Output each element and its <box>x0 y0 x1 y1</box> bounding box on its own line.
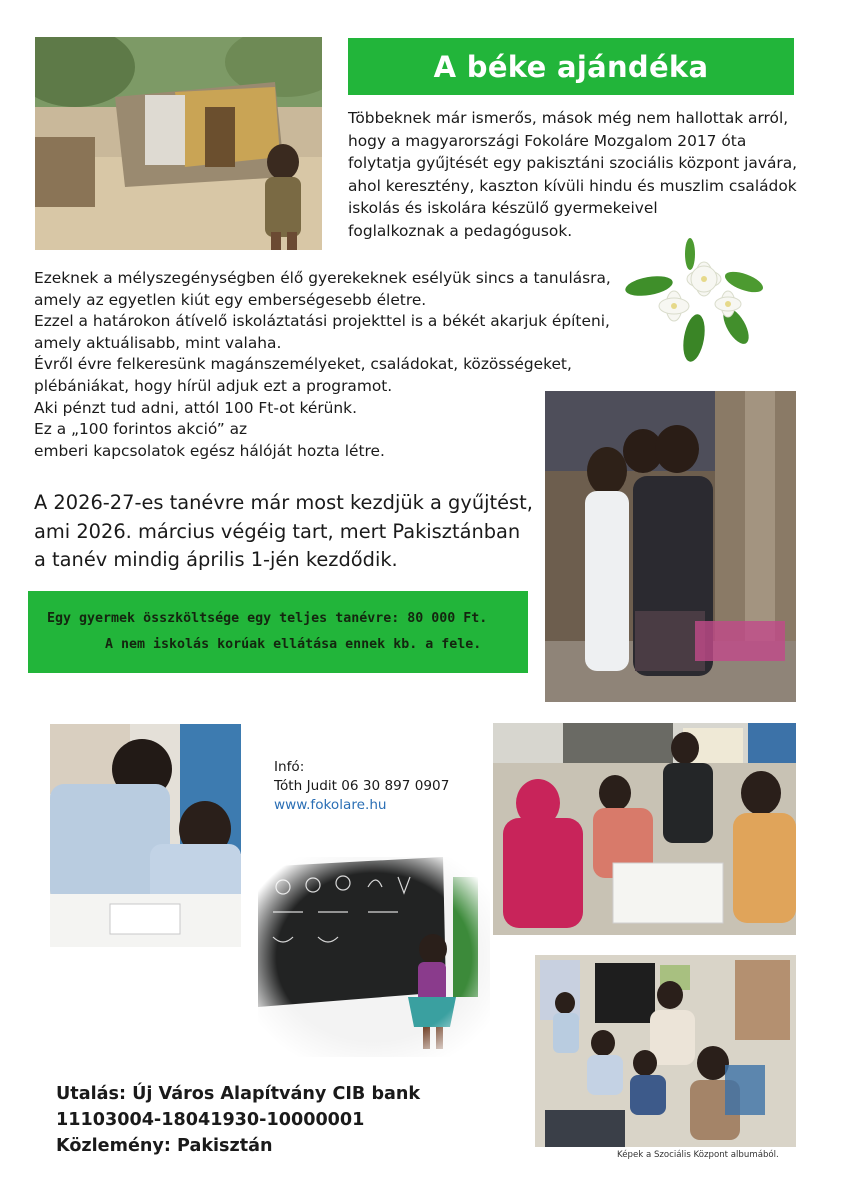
intro-line: iskolás és iskolára készülő gyermekeivel <box>348 199 658 217</box>
photo-three-children <box>545 391 796 702</box>
intro-line: ahol keresztény, kaszton kívüli hindu és muszlim családok <box>348 176 797 195</box>
collection-notice <box>34 489 554 575</box>
cost-line-full-year: Egy gyermek összköltsége egy teljes tanévre: 80 000 Ft. <box>47 611 488 626</box>
body-line: Ezzel a határokon átívelő iskoláztatási projekttel is a békét akarjuk építeni, <box>34 312 610 331</box>
intro-line: hogy a magyarországi Fokoláre Mozgalom 2017 óta <box>348 131 747 150</box>
jasmine-flower-illustration <box>624 234 766 364</box>
body-line: plébániákat, hogy hírül adjuk ezt a programot. <box>34 376 393 395</box>
cost-box <box>28 591 528 673</box>
photo-boys-writing <box>50 724 241 947</box>
body-line: Évről évre felkeresünk magánszemélyeket, családokat, közösségeket, <box>34 355 572 374</box>
body-line: amely az egyetlen kiút egy emberségesebb életre. <box>34 290 427 309</box>
photo-credit: Képek a Szociális Központ albumából. <box>617 1150 779 1160</box>
info-contact: Tóth Judit 06 30 897 0907 <box>274 778 450 794</box>
photo-girl-blackboard <box>258 857 490 1057</box>
bank-transfer-info <box>56 1081 420 1159</box>
notice-line: ami 2026. március végéig tart, mert Pakisztánban <box>34 519 521 543</box>
photo-classroom-teacher <box>493 723 796 935</box>
notice-line: a tanév mindig április 1-jén kezdődik. <box>34 548 398 571</box>
photo-children-classroom <box>535 955 796 1147</box>
body-paragraph <box>34 268 624 462</box>
body-line: Ezeknek a mélyszegénységben élő gyerekeknek esélyük sincs a tanulásra, <box>34 269 611 287</box>
transfer-reference: Közlemény: Pakisztán <box>56 1136 273 1156</box>
body-line: emberi kapcsolatok egész hálóját hozta létre. <box>34 441 385 460</box>
intro-line: foglalkoznak a pedagógusok. <box>348 221 573 240</box>
body-line: Ez a „100 forintos akció” az <box>34 420 248 439</box>
cost-line-preschool: A nem iskolás korúak ellátása ennek kb. a fele. <box>105 637 482 652</box>
intro-paragraph <box>348 107 798 242</box>
body-line: amely aktuálisabb, mint valaha. <box>34 333 282 352</box>
transfer-recipient: Utalás: Új Város Alapítvány CIB bank <box>56 1084 421 1104</box>
website-link[interactable]: www.fokolare.hu <box>274 797 387 813</box>
photo-child-hut <box>35 37 322 250</box>
intro-line: folytatja gyűjtését egy pakisztáni szociális központ javára, <box>348 154 798 172</box>
page-title-text: A béke ajándéka <box>433 49 709 84</box>
body-line: Aki pénzt tud adni, attól 100 Ft-ot kérünk. <box>34 398 357 417</box>
notice-line: A 2026-27-es tanévre már most kezdjük a gyűjtést, <box>34 491 533 514</box>
info-label: Infó: <box>274 759 305 775</box>
info-block <box>274 758 449 815</box>
transfer-account-number: 11103004-18041930-10000001 <box>56 1110 365 1130</box>
intro-line: Többeknek már ismerős, mások még nem hallottak arról, <box>348 109 789 127</box>
page-title <box>348 38 794 95</box>
